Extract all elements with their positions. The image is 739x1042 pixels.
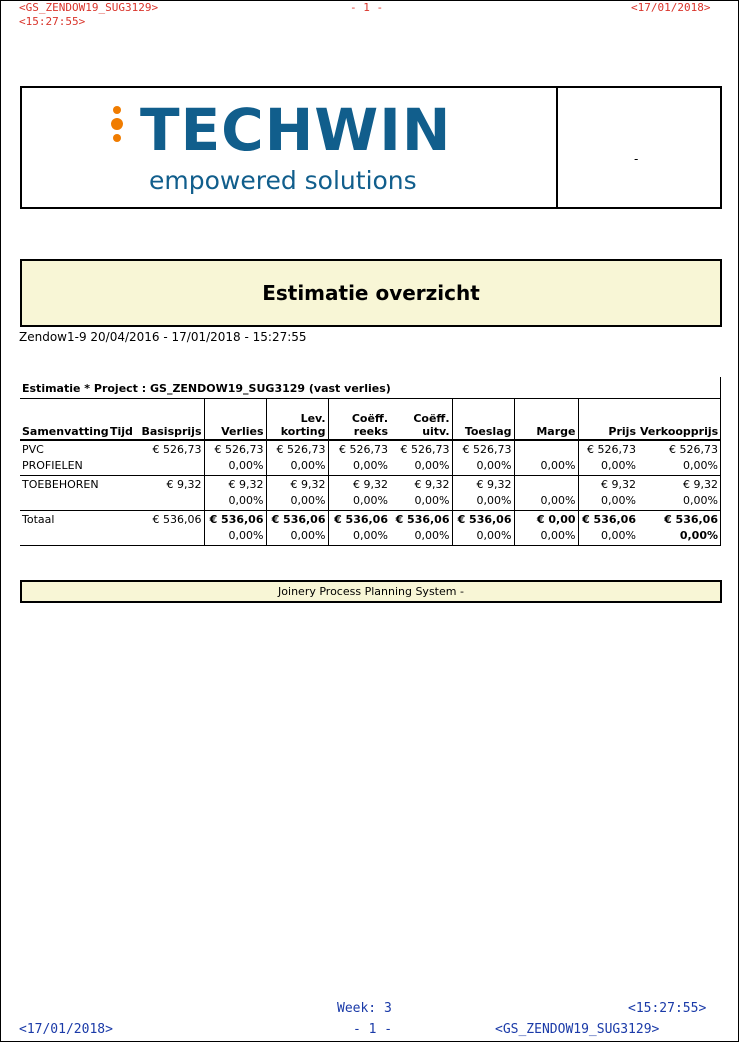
logo-tagline: empowered solutions	[149, 166, 417, 195]
col-header-coeff-uitv: Coëff. uitv.	[390, 399, 452, 440]
row-marge: 0,00%	[514, 476, 578, 511]
col-header-lev-korting: Lev. korting	[266, 399, 328, 440]
col-header-coeff-reeks: Coëff. reeks	[328, 399, 390, 440]
header-time: <15:27:55>	[19, 15, 86, 28]
total-toeslag-pct: 0,00%	[476, 529, 512, 542]
row-lev-korting: € 526,73 0,00%	[266, 440, 328, 476]
row-toeslag: € 9,32 0,00%	[452, 476, 514, 511]
total-verkoopprijs-pct: 0,00%	[679, 529, 718, 542]
estimate-table	[20, 399, 720, 546]
col-header-prijs: Prijs	[578, 399, 638, 440]
total-marge-pct: 0,00%	[540, 529, 576, 542]
row-marge: 0,00%	[514, 440, 578, 476]
table-row	[20, 476, 720, 511]
total-verkoopprijs: € 536,06	[664, 513, 718, 526]
row-toeslag: € 526,73 0,00%	[452, 440, 514, 476]
logo-divider	[556, 88, 558, 207]
header-date: <17/01/2018>	[631, 1, 711, 14]
footer-page-number: - 1 -	[353, 1022, 393, 1037]
total-coeff-reeks-pct: 0,00%	[353, 529, 388, 542]
table-row	[20, 440, 720, 476]
row-coeff-reeks: € 526,73 0,00%	[328, 440, 390, 476]
header-project: <GS_ZENDOW19_SUG3129>	[19, 1, 159, 14]
system-footer-box: Joinery Process Planning System -	[20, 580, 722, 603]
total-lev-korting-pct: 0,00%	[290, 529, 326, 542]
footer-week: Week: 3	[337, 1001, 392, 1016]
total-toeslag: € 536,06	[457, 513, 512, 526]
row-tijd	[108, 440, 138, 476]
row-verlies: € 9,32 0,00%	[204, 476, 266, 511]
row-coeff-reeks: € 9,32 0,00%	[328, 476, 390, 511]
total-label: Totaal	[20, 511, 108, 546]
footer-time: <15:27:55>	[628, 1001, 707, 1016]
logo-box	[20, 86, 722, 209]
row-coeff-uitv: € 526,73 0,00%	[390, 440, 452, 476]
col-header-tijd: Tijd	[108, 399, 138, 440]
report-subtitle: Zendow1-9 20/04/2016 - 17/01/2018 - 15:27:55	[19, 330, 307, 344]
total-coeff-reeks: € 536,06	[334, 513, 388, 526]
footer-project: <GS_ZENDOW19_SUG3129>	[495, 1022, 660, 1037]
table-total-row	[20, 511, 720, 546]
row-basisprijs: € 526,73	[138, 440, 204, 476]
header-page-number: - 1 -	[350, 1, 384, 14]
col-header-basisprijs: Basisprijs	[138, 399, 204, 440]
logo-brand: TECHWIN	[140, 96, 452, 164]
total-verlies: € 536,06	[209, 513, 264, 526]
total-lev-korting: € 536,06	[271, 513, 326, 526]
table-header-row	[20, 399, 720, 440]
logo-dots-icon	[110, 106, 124, 146]
table-caption: Estimatie * Project : GS_ZENDOW19_SUG3129 (vast verlies)	[20, 377, 720, 399]
row-prijs: € 526,73 0,00%	[578, 440, 638, 476]
total-marge: € 0,00	[536, 513, 576, 526]
row-coeff-uitv: € 9,32 0,00%	[390, 476, 452, 511]
page-title: Estimatie overzicht	[262, 281, 480, 305]
row-verkoopprijs: € 526,73 0,00%	[638, 440, 720, 476]
total-coeff-uitv: € 536,06	[395, 513, 450, 526]
row-basisprijs: € 9,32	[138, 476, 204, 511]
col-header-marge: Marge	[514, 399, 578, 440]
total-coeff-uitv-pct: 0,00%	[414, 529, 450, 542]
footer-date: <17/01/2018>	[19, 1022, 113, 1037]
row-verlies: € 526,73 0,00%	[204, 440, 266, 476]
col-header-verlies: Verlies	[204, 399, 266, 440]
row-tijd	[108, 476, 138, 511]
row-name: TOEBEHOREN	[20, 476, 108, 511]
row-verkoopprijs: € 9,32 0,00%	[638, 476, 720, 511]
row-prijs: € 9,32 0,00%	[578, 476, 638, 511]
title-box	[20, 259, 722, 327]
total-verlies-pct: 0,00%	[228, 529, 264, 542]
estimate-table-wrapper	[20, 377, 721, 546]
total-prijs: € 536,06	[582, 513, 636, 526]
row-lev-korting: € 9,32 0,00%	[266, 476, 328, 511]
total-tijd	[108, 511, 138, 546]
col-header-verkoopprijs: Verkoopprijs	[638, 399, 720, 440]
logo-side-text: -	[634, 152, 639, 166]
row-name: PVC PROFIELEN	[20, 440, 108, 476]
total-basisprijs: € 536,06	[138, 511, 204, 546]
col-header-samenvatting: Samenvatting	[20, 399, 108, 440]
total-prijs-pct: 0,00%	[601, 529, 636, 542]
col-header-toeslag: Toeslag	[452, 399, 514, 440]
